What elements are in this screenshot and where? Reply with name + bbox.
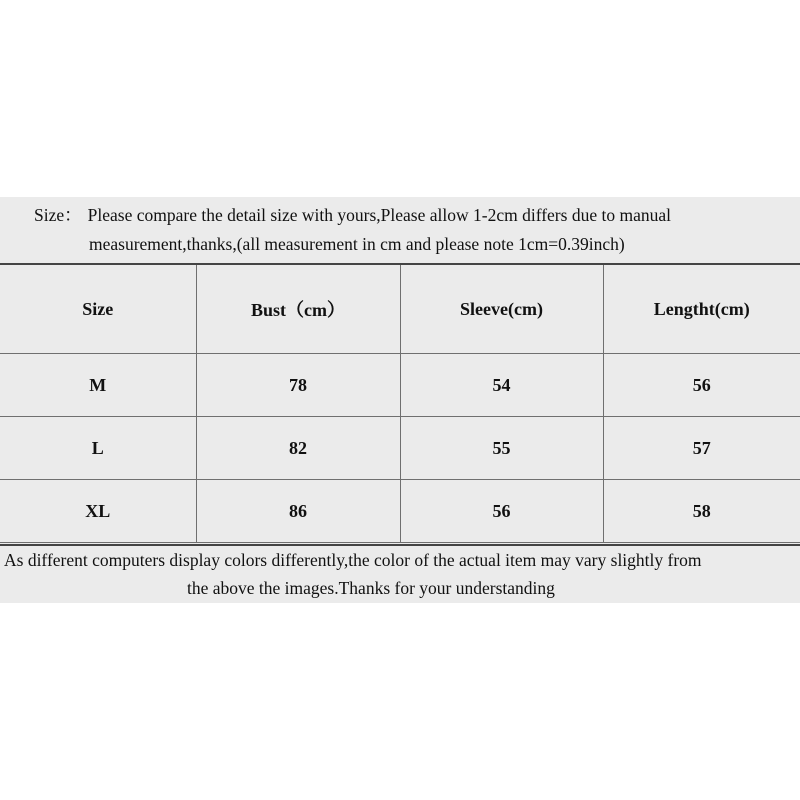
intro-label: Size： (34, 205, 82, 225)
header-sleeve: Sleeve(cm) (400, 264, 603, 354)
cell-length: 57 (603, 417, 800, 480)
size-table (0, 263, 800, 543)
footer-line-1: As different computers display colors differently,the color of the actual item may vary slightly from (4, 550, 702, 570)
footer-note (0, 544, 800, 603)
size-chart (0, 197, 800, 603)
cell-sleeve: 54 (400, 354, 603, 417)
header-length: Lengtht(cm) (603, 264, 800, 354)
cell-size: L (0, 417, 196, 480)
table-row (0, 417, 800, 480)
header-bust: Bust（cm） (196, 264, 400, 354)
intro-note (0, 197, 800, 263)
cell-length: 56 (603, 354, 800, 417)
footer-line-2: the above the images.Thanks for your understanding (187, 578, 555, 598)
cell-length: 58 (603, 480, 800, 543)
intro-line-2: measurement,thanks,(all measurement in cm and please note 1cm=0.39inch) (89, 234, 625, 254)
header-size: Size (0, 264, 196, 354)
table-row (0, 354, 800, 417)
table-row (0, 480, 800, 543)
cell-sleeve: 56 (400, 480, 603, 543)
header-row (0, 264, 800, 354)
cell-sleeve: 55 (400, 417, 603, 480)
cell-bust: 82 (196, 417, 400, 480)
cell-size: XL (0, 480, 196, 543)
cell-bust: 78 (196, 354, 400, 417)
intro-line-1 (34, 201, 671, 230)
intro-text-1: Please compare the detail size with yours,Please allow 1-2cm differs due to manual (87, 205, 671, 225)
cell-size: M (0, 354, 196, 417)
cell-bust: 86 (196, 480, 400, 543)
